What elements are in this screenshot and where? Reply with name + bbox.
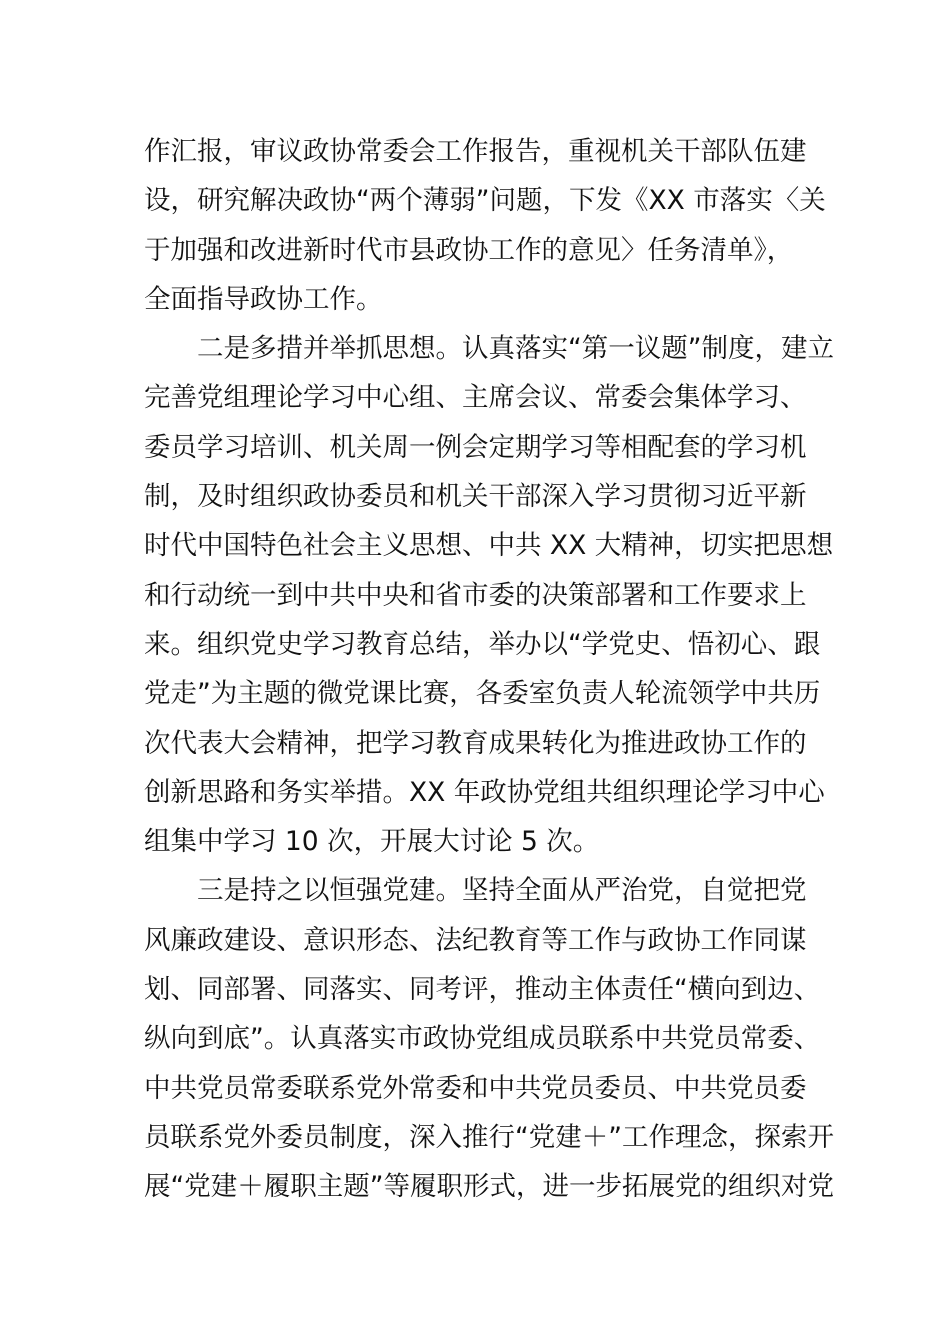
text-line: 划、同部署、同落实、同考评，推动主体责任“横向到边、 xyxy=(144,974,821,1006)
text-line: 三是持之以恒强党建。坚持全面从严治党，自觉把党 xyxy=(197,875,807,907)
paragraph-3 xyxy=(144,866,834,1211)
text-line: 纵向到底”。认真落实市政协党组成员联系中共党员常委、 xyxy=(144,1023,821,1055)
text-line: 中共党员常委联系党外常委和中共党员委员、中共党员委 xyxy=(144,1072,807,1104)
text-line: 员联系党外委员制度，深入推行“党建＋”工作理念，探索开 xyxy=(144,1121,834,1153)
text-line: 于加强和改进新时代市县政协工作的意见〉任务清单》， xyxy=(144,234,794,266)
text-line: 制，及时组织政协委员和机关干部深入学习贯彻习近平新 xyxy=(144,481,807,513)
text-line: 设，研究解决政协“两个薄弱”问题，下发《XX 市落实〈关 xyxy=(144,185,826,217)
text-line: 次代表大会精神，把学习教育成果转化为推进政协工作的 xyxy=(144,727,807,759)
text-line: 二是多措并举抓思想。认真落实“第一议题”制度，建立 xyxy=(197,333,834,365)
text-line: 展“党建＋履职主题”等履职形式，进一步拓展党的组织对党 xyxy=(144,1171,834,1203)
text-line: 和行动统一到中共中央和省市委的决策部署和工作要求上 xyxy=(144,579,807,611)
text-line: 时代中国特色社会主义思想、中共 XX 大精神，切实把思想 xyxy=(144,530,834,562)
text-line: 组集中学习 10 次，开展大讨论 5 次。 xyxy=(144,826,600,858)
text-line: 创新思路和务实举措。XX 年政协党组共组织理论学习中心 xyxy=(144,776,825,808)
text-line: 来。组织党史学习教育总结，举办以“学党史、悟初心、跟 xyxy=(144,628,821,660)
text-line: 风廉政建设、意识形态、法纪教育等工作与政协工作同谋 xyxy=(144,924,807,956)
text-line: 党走”为主题的微党课比赛，各委室负责人轮流领学中共历 xyxy=(144,678,821,710)
text-line: 作汇报，审议政协常委会工作报告，重视机关干部队伍建 xyxy=(144,136,807,167)
paragraph-1 xyxy=(144,127,826,324)
text-line: 全面指导政协工作。 xyxy=(144,283,383,315)
document-body xyxy=(144,127,834,1212)
text-line: 委员学习培训、机关周一例会定期学习等相配套的学习机 xyxy=(144,431,807,463)
paragraph-2 xyxy=(144,324,834,866)
text-line: 完善党组理论学习中心组、主席会议、常委会集体学习、 xyxy=(144,382,807,414)
